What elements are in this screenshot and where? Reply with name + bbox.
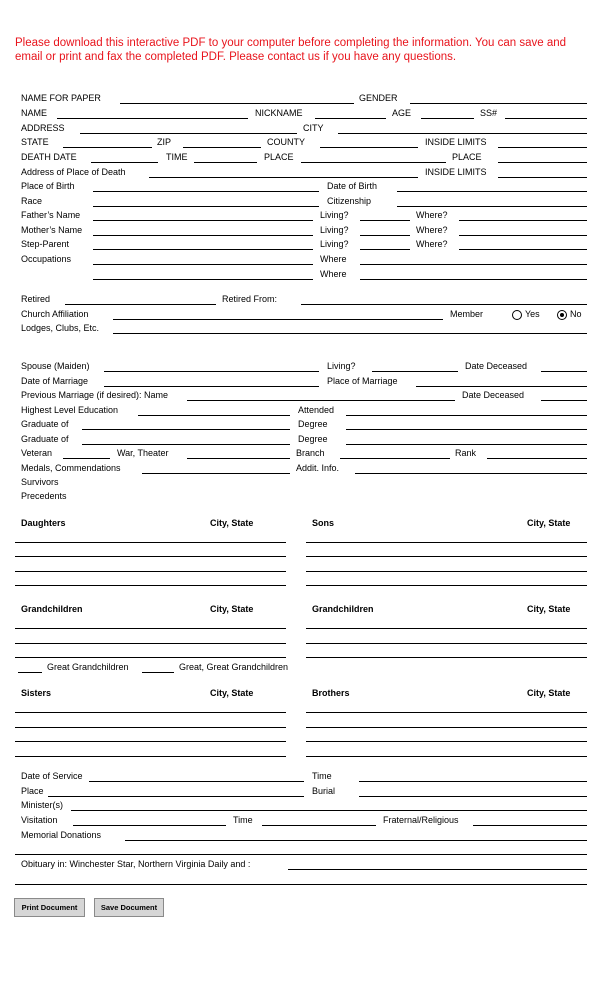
member-yes-radio[interactable] <box>512 310 522 320</box>
grandchildren-2-line-1[interactable] <box>306 628 587 629</box>
label-obituary: Obituary in: Winchester Star, Northern Virginia Daily and : <box>21 859 251 869</box>
label-mother-living: Living? <box>320 225 349 235</box>
label-retired: Retired <box>21 294 51 304</box>
label-sisters: Sisters <box>21 688 52 698</box>
label-spouse-living: Living? <box>327 361 356 371</box>
previous-date-deceased-field[interactable] <box>541 400 587 401</box>
print-document-button[interactable]: Print Document <box>14 898 85 917</box>
label-memorial-donations: Memorial Donations <box>21 830 102 840</box>
mother-where-field[interactable] <box>459 235 587 236</box>
address-field[interactable] <box>80 133 297 134</box>
label-place-of-marriage: Place of Marriage <box>327 376 398 386</box>
label-graduate-of-2: Graduate of <box>21 434 69 444</box>
spouse-living-field[interactable] <box>372 371 458 372</box>
label-citizenship: Citizenship <box>327 196 372 206</box>
previous-marriage-field[interactable] <box>187 400 455 401</box>
sisters-line-4[interactable] <box>15 756 286 757</box>
retired-field[interactable] <box>65 304 216 305</box>
daughters-line-3[interactable] <box>15 571 286 572</box>
label-previous-marriage: Previous Marriage (if desired): Name <box>21 390 169 400</box>
daughters-line-1[interactable] <box>15 542 286 543</box>
zip-field[interactable] <box>183 147 261 148</box>
label-degree: Degree <box>298 419 328 429</box>
label-addit-info: Addit. Info. <box>296 463 340 473</box>
sisters-line-3[interactable] <box>15 741 286 742</box>
branch-field[interactable] <box>340 458 450 459</box>
label-daughters-city-state: City, State <box>210 518 254 528</box>
label-inside-limits: INSIDE LIMITS <box>425 137 487 147</box>
label-rank: Rank <box>455 448 477 458</box>
label-sons: Sons <box>312 518 335 528</box>
name-for-paper-field[interactable] <box>120 103 354 104</box>
label-grandchildren-city-state: City, State <box>210 604 254 614</box>
label-degree-2: Degree <box>298 434 328 444</box>
state-field[interactable] <box>63 147 152 148</box>
label-occupation-where-2: Where <box>320 269 347 279</box>
label-race: Race <box>21 196 43 206</box>
label-visitation-time: Time <box>233 815 253 825</box>
sons-line-3[interactable] <box>306 571 587 572</box>
gender-field[interactable] <box>410 103 587 104</box>
spouse-date-deceased-field[interactable] <box>541 371 587 372</box>
label-graduate-of: Graduate of <box>21 419 69 429</box>
visitation-field[interactable] <box>73 825 226 826</box>
daughters-line-4[interactable] <box>15 585 286 586</box>
place-field-2[interactable] <box>498 162 587 163</box>
label-grandchildren-2-city-state: City, State <box>527 604 571 614</box>
church-affiliation-field[interactable] <box>113 319 443 320</box>
step-parent-field[interactable] <box>93 249 313 250</box>
daughters-line-2[interactable] <box>15 556 286 557</box>
label-ministers: Minister(s) <box>21 800 63 810</box>
city-field[interactable] <box>338 133 587 134</box>
ssn-field[interactable] <box>505 118 587 119</box>
mother-living-field[interactable] <box>360 235 410 236</box>
war-theater-field[interactable] <box>187 458 290 459</box>
label-fraternal: Fraternal/Religious <box>383 815 459 825</box>
date-of-birth-field[interactable] <box>397 191 587 192</box>
label-war-theater: War, Theater <box>117 448 169 458</box>
attended-field[interactable] <box>346 415 587 416</box>
inside-limits-field[interactable] <box>498 147 587 148</box>
memorial-donations-field-2[interactable] <box>15 854 587 855</box>
medals-field[interactable] <box>142 473 290 474</box>
great-grandchildren-count[interactable] <box>18 672 42 673</box>
label-medals: Medals, Commendations <box>21 463 121 473</box>
brothers-line-4[interactable] <box>306 756 587 757</box>
save-document-button[interactable]: Save Document <box>94 898 164 917</box>
label-visitation: Visitation <box>21 815 58 825</box>
label-county: COUNTY <box>267 137 305 147</box>
inside-limits-field-2[interactable] <box>498 177 587 178</box>
addit-info-field[interactable] <box>355 473 587 474</box>
brothers-line-3[interactable] <box>306 741 587 742</box>
burial-field[interactable] <box>359 796 587 797</box>
grandchildren-2-line-3[interactable] <box>306 657 587 658</box>
label-step-parent-living: Living? <box>320 239 349 249</box>
occupation-where-field-2[interactable] <box>360 279 587 280</box>
label-no: No <box>570 309 582 319</box>
step-parent-living-field[interactable] <box>360 249 410 250</box>
visitation-time-field[interactable] <box>262 825 376 826</box>
retired-from-field[interactable] <box>301 304 587 305</box>
time-field[interactable] <box>194 162 257 163</box>
citizenship-field[interactable] <box>397 206 587 207</box>
label-death-date: DEATH DATE <box>21 152 77 162</box>
address-place-death-field[interactable] <box>149 177 418 178</box>
label-daughters: Daughters <box>21 518 66 528</box>
label-state: STATE <box>21 137 49 147</box>
sisters-line-1[interactable] <box>15 712 286 713</box>
occupation-field-2[interactable] <box>93 279 313 280</box>
label-occupation-where: Where <box>320 254 347 264</box>
great-great-grandchildren-count[interactable] <box>142 672 174 673</box>
label-father-living: Living? <box>320 210 349 220</box>
service-time-field[interactable] <box>359 781 587 782</box>
place-of-marriage-field[interactable] <box>416 386 587 387</box>
label-inside-limits-2: INSIDE LIMITS <box>425 167 487 177</box>
label-great-great-grandchildren: Great, Great Grandchildren <box>179 662 289 672</box>
place-field[interactable] <box>301 162 446 163</box>
label-mothers-name: Mother’s Name <box>21 225 83 235</box>
label-previous-date-deceased: Date Deceased <box>462 390 525 400</box>
veteran-field[interactable] <box>63 458 110 459</box>
label-date-of-birth: Date of Birth <box>327 181 378 191</box>
grandchildren-line-3[interactable] <box>15 657 286 658</box>
grandchildren-line-1[interactable] <box>15 628 286 629</box>
label-city: CITY <box>303 123 324 133</box>
nickname-field[interactable] <box>315 118 386 119</box>
label-ssn: SS# <box>480 108 498 118</box>
label-zip: ZIP <box>157 137 172 147</box>
rank-field[interactable] <box>487 458 587 459</box>
race-field[interactable] <box>93 206 319 207</box>
ministers-field[interactable] <box>71 810 587 811</box>
age-field[interactable] <box>421 118 474 119</box>
label-survivors: Survivors <box>21 477 59 487</box>
label-name-for-paper: NAME FOR PAPER <box>21 93 101 103</box>
label-veteran: Veteran <box>21 448 53 458</box>
label-spouse: Spouse (Maiden) <box>21 361 90 371</box>
label-age: AGE <box>392 108 412 118</box>
mothers-name-field[interactable] <box>93 235 313 236</box>
label-precedents: Precedents <box>21 491 67 501</box>
label-place-2: PLACE <box>452 152 482 162</box>
spouse-field[interactable] <box>104 371 319 372</box>
degree-field-2[interactable] <box>346 444 587 445</box>
label-step-parent: Step-Parent <box>21 239 70 249</box>
label-place-of-birth: Place of Birth <box>21 181 75 191</box>
fathers-name-field[interactable] <box>93 220 313 221</box>
label-place: PLACE <box>264 152 294 162</box>
graduate-of-field-2[interactable] <box>82 444 290 445</box>
highest-education-field[interactable] <box>138 415 290 416</box>
label-highest-education: Highest Level Education <box>21 405 119 415</box>
father-living-field[interactable] <box>360 220 410 221</box>
member-no-radio[interactable] <box>557 310 567 320</box>
brothers-line-2[interactable] <box>306 727 587 728</box>
label-retired-from: Retired From: <box>222 294 278 304</box>
sisters-line-2[interactable] <box>15 727 286 728</box>
label-sisters-city-state: City, State <box>210 688 254 698</box>
label-branch: Branch <box>296 448 325 458</box>
label-yes: Yes <box>525 309 540 319</box>
label-father-where: Where? <box>416 210 448 220</box>
grandchildren-line-2[interactable] <box>15 643 286 644</box>
label-mother-where: Where? <box>416 225 448 235</box>
memorial-donations-field[interactable] <box>125 840 587 841</box>
label-grandchildren-2: Grandchildren <box>312 604 374 614</box>
service-place-field[interactable] <box>48 796 304 797</box>
label-fathers-name: Father’s Name <box>21 210 81 220</box>
label-church-affiliation: Church Affiliation <box>21 309 89 319</box>
place-of-birth-field[interactable] <box>93 191 319 192</box>
fraternal-field[interactable] <box>473 825 587 826</box>
lodges-field[interactable] <box>113 333 587 334</box>
name-field[interactable] <box>57 118 248 119</box>
degree-field[interactable] <box>346 429 587 430</box>
label-date-of-service: Date of Service <box>21 771 83 781</box>
label-time: TIME <box>166 152 188 162</box>
label-gender: GENDER <box>359 93 398 103</box>
label-service-time: Time <box>312 771 332 781</box>
label-address-place-death: Address of Place of Death <box>21 167 126 177</box>
label-date-of-marriage: Date of Marriage <box>21 376 89 386</box>
label-grandchildren: Grandchildren <box>21 604 83 614</box>
sons-line-2[interactable] <box>306 556 587 557</box>
occupation-field[interactable] <box>93 264 313 265</box>
label-nickname: NICKNAME <box>255 108 303 118</box>
label-step-parent-where: Where? <box>416 239 448 249</box>
label-occupations: Occupations <box>21 254 72 264</box>
brothers-line-1[interactable] <box>306 712 587 713</box>
label-spouse-date-deceased: Date Deceased <box>465 361 528 371</box>
label-brothers-city-state: City, State <box>527 688 571 698</box>
county-field[interactable] <box>320 147 418 148</box>
label-address: ADDRESS <box>21 123 65 133</box>
label-attended: Attended <box>298 405 335 415</box>
label-lodges: Lodges, Clubs, Etc. <box>21 323 100 333</box>
label-service-place: Place <box>21 786 44 796</box>
sons-line-4[interactable] <box>306 585 587 586</box>
step-parent-where-field[interactable] <box>459 249 587 250</box>
label-great-grandchildren: Great Grandchildren <box>47 662 129 672</box>
download-notice: Please download this interactive PDF to your computer before completing the information. You can save and email or print and fax the completed PDF. Please contact us if you have any questions. <box>15 37 567 63</box>
date-of-marriage-field[interactable] <box>104 386 319 387</box>
label-brothers: Brothers <box>312 688 350 698</box>
grandchildren-2-line-2[interactable] <box>306 643 587 644</box>
sons-line-1[interactable] <box>306 542 587 543</box>
death-date-field[interactable] <box>91 162 158 163</box>
father-where-field[interactable] <box>459 220 587 221</box>
label-sons-city-state: City, State <box>527 518 571 528</box>
label-name: NAME <box>21 108 48 118</box>
graduate-of-field[interactable] <box>82 429 290 430</box>
label-burial: Burial <box>312 786 336 796</box>
obituary-field-2[interactable] <box>15 884 587 885</box>
date-of-service-field[interactable] <box>89 781 304 782</box>
occupation-where-field[interactable] <box>360 264 587 265</box>
label-member: Member <box>450 309 484 319</box>
obituary-field[interactable] <box>288 869 587 870</box>
